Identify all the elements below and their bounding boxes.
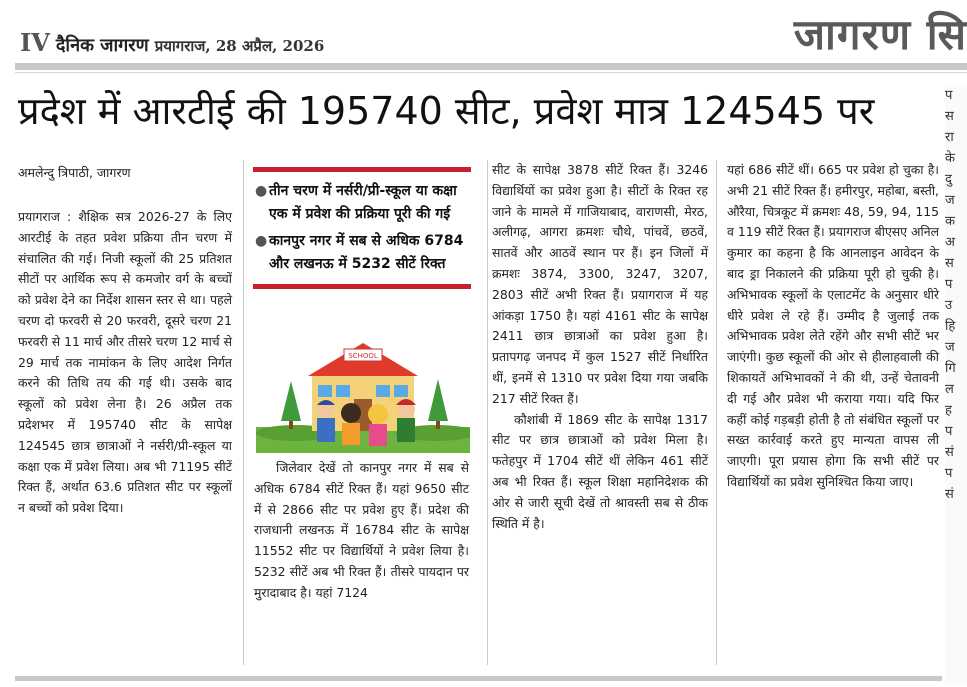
masthead <box>20 28 325 57</box>
article-column-3 <box>492 160 708 534</box>
fragment-text: ह <box>945 403 952 418</box>
article-headline: प्रदेश में आरटीई की 195740 सीट, प्रवेश मात्र 124545 पर <box>18 89 875 133</box>
fragment-text: क <box>945 214 955 229</box>
fragment-text: प <box>945 424 953 439</box>
school-children-illustration <box>256 341 470 453</box>
fragment-text: ज <box>945 193 955 208</box>
fragment-text: के <box>945 151 955 166</box>
column-text: कौशांबी में 1869 सीट के सापेक्ष 1317 सीट पर छात्र छात्राओं को प्रवेश मिला है। फतेहपुर में 1704 सीटें थीं लेकिन 461 सीटें अब भी रिक्त हैं। स्कूल शिक्षा महानिदेशक की ओर से जारी सूची देखें तो श्रावस्ती सब से ठीक स्थिति में है। <box>492 411 708 531</box>
fragment-text: सं <box>945 487 954 502</box>
fragment-text: ल <box>945 382 954 397</box>
article-column-1 <box>18 207 232 519</box>
byline: अमलेन्दु त्रिपाठी, जागरण <box>18 165 131 180</box>
highlight-bottom-rule <box>253 284 471 289</box>
header-rule-thin <box>15 72 967 73</box>
fragment-text: प <box>945 277 953 292</box>
highlight-text: तीन चरण में नर्सरी/प्री-स्कूल या कक्षा एक में प्रवेश की प्रक्रिया पूरी की गई <box>269 183 457 222</box>
column-divider <box>243 160 244 665</box>
school-sign: SCHOOL <box>348 352 378 360</box>
highlight-item <box>253 230 471 276</box>
fragment-text: हि <box>945 319 956 334</box>
fragment-text: गि <box>945 361 956 376</box>
article-column-2 <box>254 458 469 604</box>
dateline: प्रयागराज, 28 अप्रैल, 2026 <box>154 37 325 55</box>
bullet-icon: ● <box>255 233 268 249</box>
fragment-text: दु <box>945 172 952 187</box>
adjacent-article-fragment <box>945 85 967 685</box>
column-text: जिलेवार देखें तो कानपुर नगर में सब से अधिक 6784 सीटें रिक्त हैं। यहां 9650 सीट में से 2866 सीट पर प्रवेश हुए हैं। प्रदेश की राजधानी लखनऊ में 16784 सीट के सापेक्ष 11552 सीट पर विद्यार्थियों ने प्रवेश लिया है। 5232 सीटें अब भी रिक्त हैं। तीसरे पायदान पर मुरादाबाद है। यहां 7124 <box>254 460 469 600</box>
column-divider <box>716 160 717 665</box>
fragment-text: रा <box>945 130 954 145</box>
highlight-text: कानपुर नगर में सब से अधिक 6784 और लखनऊ में 5232 सीटें रिक्त <box>269 233 464 272</box>
column-text: प्रयागराज : शैक्षिक सत्र 2026-27 के लिए आरटीई के तहत प्रवेश प्रक्रिया तीन चरण में संचालित की गई। निजी स्कूलों की 25 प्रतिशत सीटों पर आर्थिक रूप से कमजोर वर्ग के बच्चों को प्रवेश देने का निर्देश शासन स्तर से था। पहले चरण दो फरवरी से 20 फरवरी, दूसरे चरण 21 फरवरी से 11 मार्च और तीसरे चरण 12 मार्च से 29 मार्च तक नामांकन के लिए आदेश निर्गत करने की तिथि तय की गई थी। उसके बाद स्कूलों को प्रवेश लेना है। 26 अप्रैल तक प्रदेशभर में 195740 सीट के सापेक्ष 124545 छात्र छात्राओं ने नर्सरी/प्री-स्कूल या कक्षा एक में प्रवेश लिया। अब भी 71195 सीटें रिक्त हैं, अर्थात 63.6 प्रतिशत सीट पर स्कूलों न बच्चों को प्रवेश दिया। <box>18 209 232 516</box>
fragment-text: उ <box>945 298 953 313</box>
section-title: जागरण सि <box>793 10 967 59</box>
newspaper-brand: दैनिक जागरण <box>55 35 149 56</box>
fragment-text: अ <box>945 235 955 250</box>
page-number: IV <box>20 28 50 57</box>
fragment-text: स <box>945 109 954 124</box>
article-column-4 <box>727 160 939 493</box>
fragment-text: प <box>945 466 953 481</box>
footer-rule <box>15 676 942 681</box>
fragment-text: प <box>945 88 953 103</box>
highlight-box <box>253 167 471 289</box>
fragment-text: स <box>945 256 954 271</box>
highlight-top-rule <box>253 167 471 172</box>
fragment-text: ज <box>945 340 955 355</box>
header-rule <box>15 63 967 70</box>
column-text: यहां 686 सीटें थीं। 665 पर प्रवेश हो चुका है। अभी 21 सीटें रिक्त हैं। हमीरपुर, महोबा, बस्ती, औरैया, चित्रकूट में क्रमशः 48, 59, 94, 115 व 119 सीटें रिक्त हैं। प्रयागराज बीएसए अनिल कुमार का कहना है कि आनलाइन आवेदन के बाद ड्रा निकालने की प्रक्रिया पूरी हो चुकी है। अभिभावक स्कूलों के एलाटमेंट के अनुसार धीरे धीरे प्रवेश ले रहे हैं। उम्मीद है जुलाई तक अभिभावक प्रवेश लेते रहेंगे और सभी सीटें भर जाएंगी। कुछ स्कूलों की ओर से हीलाहवाली की शिकायतें अभिभावकों ने की थी, उन्हें चेतावनी दी गई और प्रवेश भी कराया गया। यदि फिर कहीं कोई गड़बड़ी होती है तो संबंधित स्कूलों पर सख्त कार्रवाई करते हुए मान्यता वापस ली जाएगी। पूरा प्रयास होगा कि सभी सीटें पर विद्यार्थियों का प्रवेश सुनिश्चित किया जाए। <box>727 162 939 489</box>
fragment-text: सं <box>945 445 954 460</box>
bullet-icon: ● <box>255 183 268 199</box>
column-divider <box>487 160 488 665</box>
highlight-item <box>253 180 471 226</box>
column-text: सीट के सापेक्ष 3878 सीटें रिक्त हैं। 3246 विद्यार्थियों का प्रवेश हुआ है। सीटों के रिक्त रह जाने के मामले में गाजियाबाद, वाराणसी, मेरठ, अलीगढ़, आगरा क्रमशः चौथे, पांचवें, छठवें, सातवें और आठवें स्थान पर हैं। इन जिलों में क्रमशः 3874, 3300, 3247, 3207, 2803 सीटें अभी रिक्त हैं। प्रयागराज में यह आंकड़ा 1750 है। यहां 4161 सीट के सापेक्ष 2411 छात्र छात्राओं का प्रवेश हुआ है। प्रतापगढ़ जनपद में कुल 1527 सीटें निर्धारित थीं, इनमें से 1310 पर प्रवेश दिया गया जबकि 217 सीटें रिक्त हैं। <box>492 162 708 406</box>
